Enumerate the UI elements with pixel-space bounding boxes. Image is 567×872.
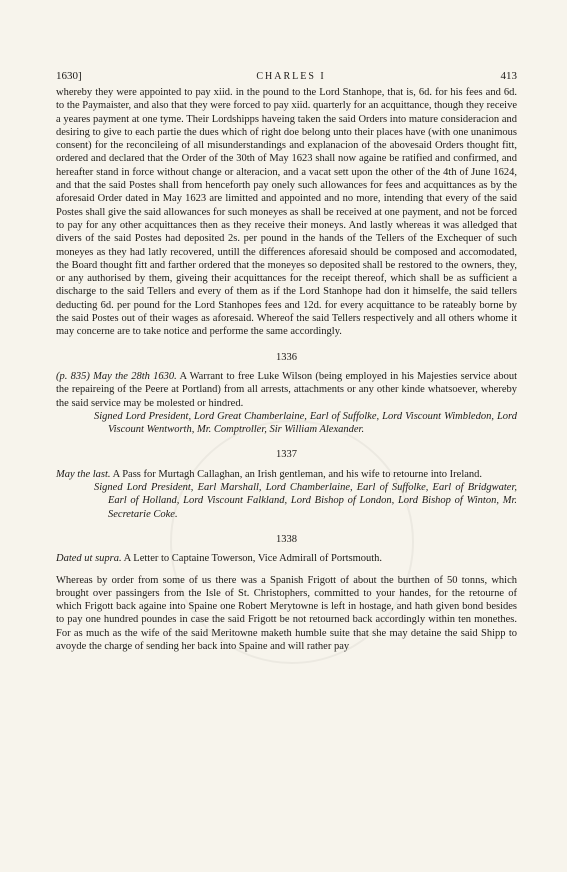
header-year: 1630] [56,70,82,82]
entry-1336-lead: (p. 835) May the 28th 1630. [56,370,177,382]
entry-1337-lead: May the last. [56,468,111,480]
opening-paragraph: whereby they were appointed to pay xiid. in the pound to the Lord Stanhope, that is, 6d. for his fees and 6d. to the Paymaister, and also that they were forced to pay xiid. quarterly for an acquittance, though they receive a yeares payment at one tyme. Their Lordshipps haveing taken the said Orders into mature consideracion and desiring to give to each partie the dues which of right doe belong unto their places have (with one unanimous consent) for the reconcileing of all misunderstandings and explanacion of the abovesaid Orders thought fitt, ordered and declared that the Order of the 30th of May 1623 shall now againe be ratified and confirmed, and hereafter stand in force without change or alteracion, and a vacat sett upon the other of the 4th of June 1624, and that the said Postes shall from henceforth pay onely such allowances for fees and acquittances as by the aforesaid Order dated in May 1623 are limitted and appointed and no more, intending that every of the said Postes shall give the said allowances for such moneyes as shall be received at one payment, and not be forced to pay for any other acquittances then as they receive their moneys. And lastly whereas it was alledged that divers of the said Postes had deposited 2s. per pound in the hands of the Tellers of the Exchequer of such moneyes as they had latly recovered, untill the differences aforesaid should be composed and accomodated, the Board thought fitt and farther ordered that the moneyes so deposited shall be restored to the owners, they, or any authorised by them, giveing their acquittances for the receipt thereof, which shall be as sufficient a discharge to the said Tellers and every of them as if the Lord Stanhope had don it himselfe, the said tellers deducting 6d. per pound for the Lord Stanhopes fees and 12d. for every acquittance to be rateably borne by the said Postes out of their wages as aforesaid. Whereof the said Tellers respectively and all others whome it may concerne are to take notice and performe the same accordingly. [56,87,517,338]
running-header [56,70,517,82]
closing-paragraph: Whereas by order from some of us there was a Spanish Frigott of about the burthen of 50 tonns, which brought over passingers from the Isle of St. Christophers, committed to your handes, for the retournе of which Frigott back againe into Spaine one Robert Merytowne is left in hostage, and hath given bond besides to pay one hundred poundes in case the said Frigott be not retourned back accordingly within ten monethes. For as much as the wife of the said Meritowne maketh humble suite that she may detaine the said Shipp to avoyde the charge of sending her back into Spaine and will rather pay [56,574,517,652]
page-number: 413 [500,70,517,82]
header-title: CHARLES I [256,71,326,82]
entry-1336-signed: Signed Lord President, Lord Great Chamberlaine, Earl of Suffolke, Lord Viscount Wimbledon, Lord Viscount Wentworth, Mr. Comptroller, Sir William Alexander. [94,410,517,436]
entry-number-1337: 1337 [276,449,297,461]
entry-number-1336: 1336 [276,351,297,363]
entry-1337-text [56,468,517,481]
entry-1337-body: A Pass for Murtagh Callaghan, an Irish gentleman, and his wife to retourne into Ireland. [110,468,483,480]
entry-1338-text [56,552,517,565]
entry-1336-body: A Warrant to free Luke Wilson (being employed in his Majesties service about the repaireing of the Peere at Portland) from all arrests, attachments or any other kinde whatsoever, whereby the said service may be molested or hindred. [56,370,517,409]
entry-1336-text [56,370,517,410]
entry-1338-body: A Letter to Captaine Towerson, Vice Admirall of Portsmouth. [121,553,383,565]
entry-1338-lead: Dated ut supra. [56,553,122,565]
document-body [56,86,517,653]
entry-number-1338: 1338 [276,533,297,545]
entry-1337-signed: Signed Lord President, Earl Marshall, Lord Chamberlaine, Earl of Suffolke, Earl of Bridgwater, Earl of Holland, Lord Viscount Falkland, Lord Bishop of London, Lord Bishop of Winton, Mr. Secretarie Coke. [94,482,517,520]
